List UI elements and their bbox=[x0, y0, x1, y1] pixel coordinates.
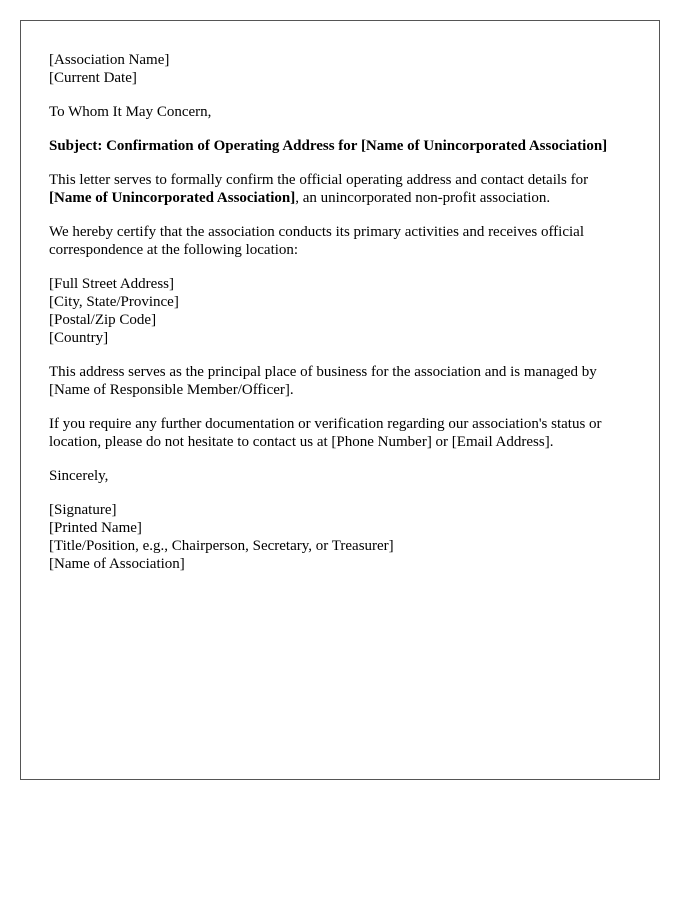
subject-line: Subject: Confirmation of Operating Address for [Name of Unincorporated Association] bbox=[49, 138, 608, 154]
signature-block bbox=[49, 501, 631, 573]
address-street: [Full Street Address] bbox=[49, 276, 174, 292]
letter-header bbox=[49, 51, 631, 87]
confirmation-text-start: This letter serves to formally confirm the official operating address and contact details for bbox=[49, 172, 589, 188]
signer-association: [Name of Association] bbox=[49, 556, 185, 572]
confirmation-text-end: , an unincorporated non-profit association. bbox=[295, 190, 551, 206]
closing: Sincerely, bbox=[49, 468, 109, 484]
address-block bbox=[49, 275, 631, 347]
association-name-bold: [Name of Unincorporated Association] bbox=[49, 190, 296, 206]
current-date: [Current Date] bbox=[49, 70, 137, 86]
address-city: [City, State/Province] bbox=[49, 294, 179, 310]
address-postal: [Postal/Zip Code] bbox=[49, 312, 157, 328]
paragraph-contact: If you require any further documentation or verification regarding our association's status or location, please do not hesitate to contact us at [Phone Number] or [Email Address]. bbox=[49, 416, 602, 450]
paragraph-certification: We hereby certify that the association conducts its primary activities and receives official correspondence at the following location: bbox=[49, 224, 584, 258]
signature-placeholder: [Signature] bbox=[49, 502, 117, 518]
association-name: [Association Name] bbox=[49, 52, 170, 68]
salutation: To Whom It May Concern, bbox=[49, 104, 212, 120]
printed-name: [Printed Name] bbox=[49, 520, 142, 536]
paragraph-principal-place: This address serves as the principal place of business for the association and is managed by [Name of Responsible Member/Officer]. bbox=[49, 364, 597, 398]
paragraph-confirmation bbox=[49, 171, 631, 207]
signer-title: [Title/Position, e.g., Chairperson, Secretary, or Treasurer] bbox=[49, 538, 394, 554]
letter-page bbox=[20, 20, 660, 780]
address-country: [Country] bbox=[49, 330, 109, 346]
